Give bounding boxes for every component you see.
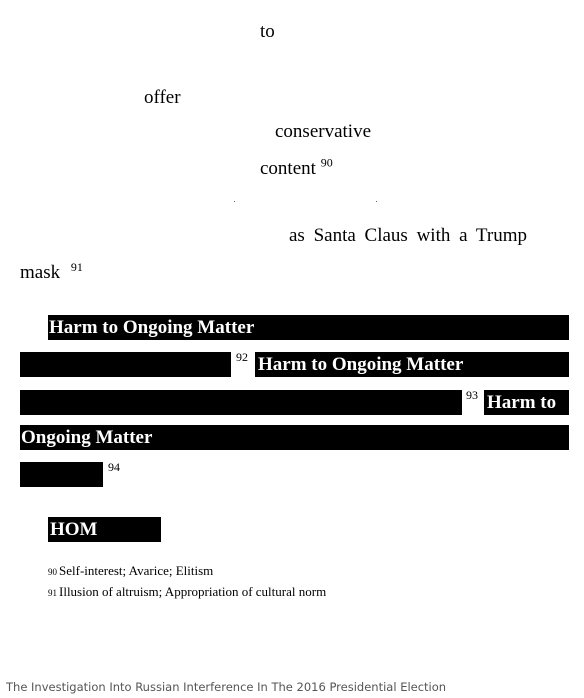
body-word-mask <box>20 259 83 284</box>
footnote-number: 91 <box>48 588 57 598</box>
footnote-90 <box>48 563 213 580</box>
footnote-ref-93: 93 <box>466 388 478 402</box>
footnote-ref-94: 94 <box>108 460 120 474</box>
footnote-ref-90: 90 <box>320 155 333 170</box>
body-word-conservative: conservative <box>275 121 372 142</box>
page-footer-title: The Investigation Into Russian Interference In The 2016 Presidential Election <box>6 680 447 694</box>
body-word-offer: offer <box>144 87 181 108</box>
redaction-bar-2a <box>20 352 231 377</box>
footnote-text: Self-interest; Avarice; Elitism <box>59 563 214 578</box>
scan-speck <box>234 201 235 202</box>
body-line-santa: as Santa Claus with a Trump <box>289 225 527 246</box>
footnote-number: 90 <box>48 567 57 577</box>
redaction-label-2: Harm to Ongoing Matter <box>258 354 464 375</box>
scan-speck <box>376 201 377 202</box>
footnote-text: Illusion of altruism; Appropriation of cultural norm <box>59 584 327 599</box>
redaction-bar-3a <box>20 390 462 415</box>
body-word-content-text: content <box>260 158 316 179</box>
redaction-label-3a: Harm to <box>487 392 557 413</box>
footnote-91 <box>48 584 326 601</box>
redaction-label-1: Harm to Ongoing Matter <box>49 317 255 338</box>
body-word-to: to <box>260 21 275 42</box>
body-word-content <box>260 155 333 180</box>
redaction-bar-5 <box>20 462 103 487</box>
redaction-label-hom: HOM <box>50 519 98 540</box>
body-word-mask-text: mask <box>20 262 61 283</box>
footnote-ref-91: 91 <box>70 259 83 274</box>
redaction-label-3b: Ongoing Matter <box>21 427 153 448</box>
footnote-ref-92: 92 <box>236 350 248 364</box>
